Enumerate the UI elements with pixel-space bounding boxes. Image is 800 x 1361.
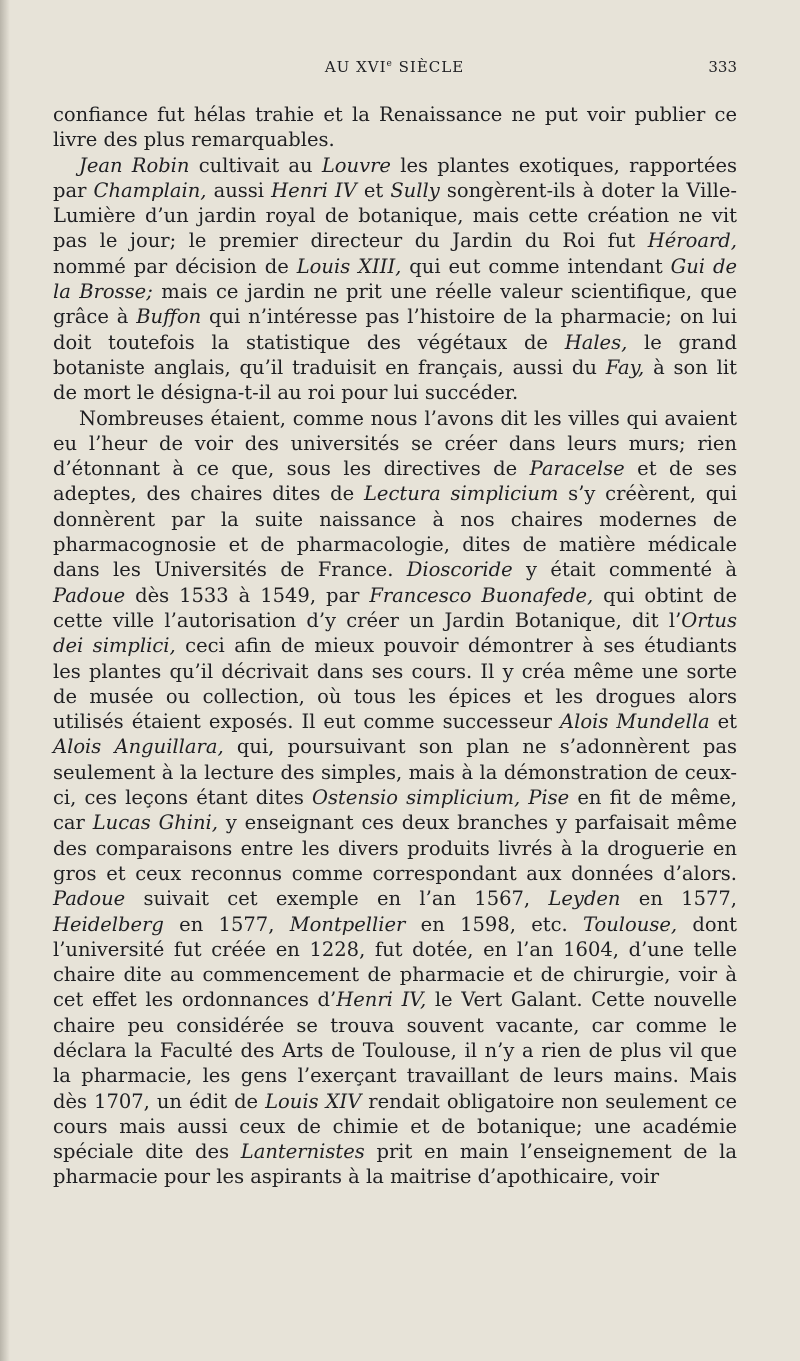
text-run: aussi bbox=[206, 178, 272, 202]
text-run: et bbox=[709, 710, 737, 734]
italic-text-run: Leyden bbox=[548, 887, 621, 911]
italic-text-run: Padoue bbox=[53, 887, 126, 911]
paragraph bbox=[53, 153, 737, 406]
text-run: mais ce jardin ne prit une réelle valeur scientifique, que grâce à bbox=[53, 280, 738, 329]
italic-text-run: Alois Anguillara, bbox=[53, 735, 224, 759]
text-run: prit en main l’enseignement de la pharmacie pour les aspirants à la maitrise d’apothicaire, voir bbox=[53, 1140, 737, 1189]
text-run: rendait obligatoire non seulement ce cours mais aussi ceux de chimie et de botanique; une académie spéciale dite des bbox=[53, 1089, 738, 1164]
italic-text-run: Buffon bbox=[136, 305, 202, 329]
page-header bbox=[52, 58, 737, 82]
italic-text-run: Louvre bbox=[321, 153, 391, 177]
italic-text-run: Sully bbox=[390, 178, 440, 202]
paragraph bbox=[53, 406, 737, 1190]
running-head bbox=[52, 58, 737, 76]
text-run: dès 1533 à 1549, par bbox=[125, 583, 370, 607]
text-run: les plantes exotiques, rapportées par bbox=[53, 153, 737, 202]
text-run: y enseignant ces deux branches y parfaisait même des comparaisons entre les divers produits livrés à la droguerie en gros et ceux reconnus comme correspondant aux données d’alors. bbox=[53, 811, 737, 885]
text-run: songèrent-ils à doter la Ville-Lumière d’un jardin royal de botanique, mais cette création ne vit pas le jour; le premier directeur du Jardin du Roi fut bbox=[53, 178, 737, 253]
page-number: 333 bbox=[708, 58, 737, 76]
italic-text-run: Lectura simplicium bbox=[363, 482, 559, 506]
text-run: en fit de même, car bbox=[53, 786, 737, 835]
text-run: confiance fut hélas trahie et la Renaissance ne put voir publier ce livre des plus remarquables. bbox=[53, 103, 737, 152]
text-run: ceci afin de mieux pouvoir démontrer à ses étudiants les plantes qu’il décrivait dans ses cours. Il y créa même une sorte de musée ou collection, où tous les épices et les drogues alors utilisés étaient exposés. Il eut comme successeur bbox=[53, 634, 737, 734]
italic-text-run: Gui de la Brosse; bbox=[53, 254, 738, 304]
text-run: le grand botaniste anglais, qu’il traduisit en français, aussi du bbox=[53, 330, 737, 379]
text-run: qui n’intéresse pas l’histoire de la pharmacie; on lui doit toutefois la statistique des végétaux de bbox=[53, 305, 737, 354]
page-gutter-shadow bbox=[0, 0, 10, 1361]
text-run: qui, poursuivant son plan ne s’adonnèrent pas seulement à la lecture des simples, mais à la démonstration de ceux-ci, ces leçons étant dites bbox=[53, 735, 737, 810]
italic-text-run: Alois Mundella bbox=[560, 710, 710, 734]
italic-text-run: Hales, bbox=[564, 330, 628, 354]
italic-text-run: Jean Robin bbox=[79, 153, 190, 177]
text-run: en 1577, bbox=[163, 912, 290, 936]
italic-text-run: Louis XIV bbox=[265, 1089, 362, 1113]
text-run: à son lit de mort le désigna-t-il au roi pour lui succéder. bbox=[53, 355, 737, 405]
text-run: le Vert Galant. Cette nouvelle chaire peu considérée se trouva souvent vacante, car comme le déclara la Faculté des Arts de Toulouse, il n’y a rien de plus vil que la pharmacie, les gens l’exerçant travaillant de leurs mains. Mais dès 1707, un édit de bbox=[53, 988, 737, 1113]
text-run: qui eut comme intendant bbox=[401, 254, 671, 278]
running-head-superscript: e bbox=[386, 59, 393, 69]
italic-text-run: Padoue bbox=[53, 583, 126, 607]
text-run: et de ses adeptes, des chaires dites de bbox=[53, 457, 737, 506]
paragraph bbox=[53, 102, 737, 153]
italic-text-run: Lanternistes bbox=[240, 1140, 365, 1164]
text-run: Nombreuses étaient, comme nous l’avons dit les villes qui avaient eu l’heur de voir des universités se créer dans leurs murs; rien d’étonnant à ce que, sous les directives de bbox=[53, 406, 737, 481]
italic-text-run: Montpellier bbox=[289, 912, 406, 936]
italic-text-run: Heidelberg bbox=[53, 912, 164, 936]
text-run: cultivait au bbox=[189, 153, 322, 177]
text-run: nommé par décision de bbox=[53, 254, 297, 278]
text-run: et bbox=[356, 178, 391, 202]
italic-text-run: Henri IV, bbox=[336, 988, 427, 1012]
italic-text-run: Fay, bbox=[605, 355, 645, 379]
text-run: en 1598, etc. bbox=[405, 912, 583, 936]
italic-text-run: Champlain, bbox=[93, 178, 207, 202]
italic-text-run: Ostensio simplicium, Pise bbox=[312, 786, 570, 810]
italic-text-run: Lucas Ghini, bbox=[92, 811, 218, 835]
text-run: suivait cet exemple en l’an 1567, bbox=[125, 887, 549, 911]
italic-text-run: Henri IV bbox=[271, 178, 357, 202]
body-text bbox=[53, 102, 737, 1190]
text-run: qui obtint de cette ville l’autorisation d’y créer un Jardin Botanique, dit l’ bbox=[53, 583, 737, 632]
text-run: dont l’université fut créée en 1228, fut dotée, en l’an 1604, d’une telle chaire dite au commencement de pharmacie et de chirurgie, voir à cet effet les ordonnances d’ bbox=[53, 912, 737, 1012]
italic-text-run: Dioscoride bbox=[406, 558, 513, 582]
italic-text-run: Louis XIII, bbox=[296, 254, 402, 278]
text-run: y était commenté à bbox=[512, 558, 737, 582]
italic-text-run: Francesco Buonafede, bbox=[369, 583, 594, 607]
italic-text-run: Ortus dei simplici, bbox=[53, 608, 737, 658]
italic-text-run: Paracelse bbox=[529, 457, 625, 481]
italic-text-run: Héroard, bbox=[647, 229, 737, 253]
text-run: en 1577, bbox=[620, 887, 737, 911]
text-run: s’y créèrent, qui donnèrent par la suite naissance à nos chaires modernes de pharmacognosie et de pharmacologie, dites de matière médicale dans les Universités de France. bbox=[53, 482, 738, 582]
running-head-text-end: SIÈCLE bbox=[392, 58, 465, 76]
italic-text-run: Toulouse, bbox=[583, 912, 678, 936]
running-head-text: AU XVI bbox=[324, 58, 387, 76]
